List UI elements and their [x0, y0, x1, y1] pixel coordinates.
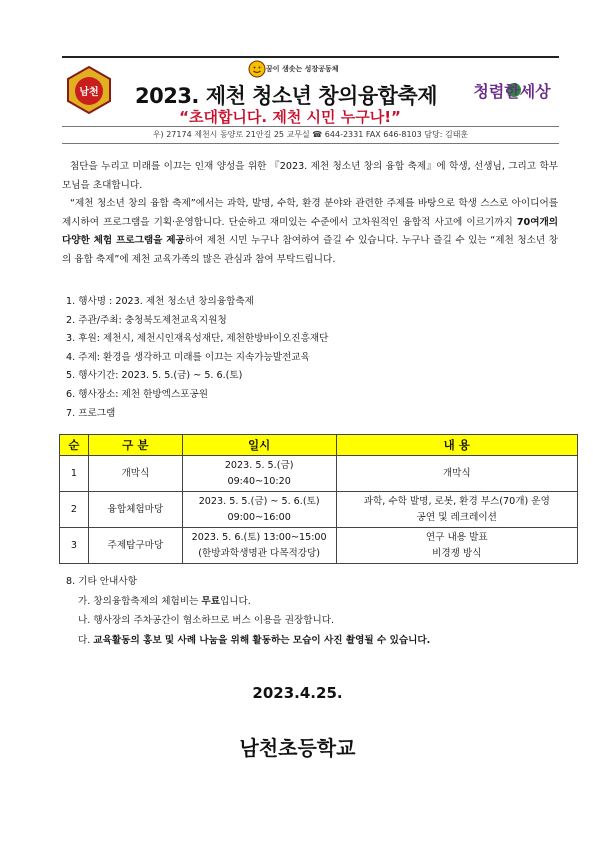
- table-row: [60, 456, 578, 492]
- document-title: 2023. 제천 청소년 창의융합축제: [134, 84, 437, 108]
- col-header-time: 일시: [182, 435, 336, 456]
- row-time: [182, 492, 336, 528]
- sponsor-item: 3. 후원: 제천시, 제천시인재육성재단, 제천한방바이오진흥재단: [66, 333, 329, 345]
- school-name: 남천초등학교: [239, 736, 356, 760]
- row-time-line2: (한방과학생명관 다목적강당): [198, 547, 321, 559]
- program-table: [59, 434, 578, 564]
- notices-heading: 8. 기타 안내사항: [66, 576, 137, 587]
- notice-photo-bold: 교육활동의 홍보 및 사례 나눔을 위해 활동하는 모습이 사진 촬영될 수 있습니다.: [93, 634, 431, 646]
- intro-p2-highlight: 70여개의 다양한 체험 프로그램을 제공: [62, 216, 558, 246]
- notice-free-post: 입니다.: [219, 595, 251, 607]
- row-content: [336, 528, 577, 564]
- notice-photo-pre: 다.: [78, 634, 94, 646]
- intro-paragraph-1: 첨단을 누리고 미래를 이끄는 인재 양성을 위한 『2023. 제천 청소년 창의 융합 축제』에 학생, 선생님, 그리고 학부모님을 초대합니다.: [62, 161, 558, 191]
- notice-free: [66, 592, 566, 612]
- row-time-line1: 2023. 5. 6.(토) 13:00~15:00: [191, 531, 327, 543]
- period-item: 5. 행사기간: 2023. 5. 5.(금) ~ 5. 6.(토): [66, 370, 243, 382]
- table-row: [60, 492, 578, 528]
- row-type: 개막식: [88, 456, 182, 492]
- row-no: 2: [60, 492, 89, 528]
- notice-photo: [66, 631, 566, 651]
- other-notices: [66, 572, 566, 650]
- row-time: [182, 528, 336, 564]
- notice-free-pre: 가. 창의융합축제의 체험비는: [78, 595, 202, 607]
- notice-parking: 나. 행사장의 주차공간이 협소하므로 버스 이용을 권장합니다.: [78, 615, 335, 626]
- row-no: 3: [60, 528, 89, 564]
- row-time: [182, 456, 336, 492]
- header-rule: [62, 56, 559, 58]
- intro-p2-part3: 하여 제천 시민 누구나 참여하여 즐길 수 있습니다. 누구나 즐길 수 있는 “제천 청소년 창의 융합 축제”에 제천 교육가족의 많은 관심과 참여 부탁드립니다.: [62, 235, 558, 265]
- row-content: [336, 456, 577, 492]
- school-emblem-icon: [64, 65, 114, 115]
- row-type: 주제탐구마당: [88, 528, 182, 564]
- row-no: 1: [60, 456, 89, 492]
- contact-address: 우) 27174 제천시 동양로 21안길 25 교무실 ☎ 644-2331 FAX 646-8103 담당: 김태훈: [62, 126, 559, 144]
- organizer-item: 2. 주관/주최: 충청북도제천교육지원청: [66, 314, 227, 326]
- row-type: 융합체험마당: [88, 492, 182, 528]
- event-name-item: 1. 행사명 : 2023. 제천 청소년 창의융합축제: [66, 296, 254, 307]
- document-subtitle: “초대합니다. 제천 시민 누구나!”: [179, 108, 401, 126]
- row-content-line2: 공연 및 레크레이션: [416, 511, 497, 523]
- row-content: [336, 492, 577, 528]
- col-header-no: 순: [60, 435, 89, 456]
- integrity-logo-text: 청렴한세상: [473, 82, 551, 101]
- row-time-line2: 09:00~16:00: [227, 511, 291, 523]
- smile-emblem-icon: [248, 60, 266, 78]
- integrity-logo-icon: [462, 70, 562, 110]
- row-content-line1: 연구 내용 발표: [425, 531, 488, 543]
- notice-free-bold: 무료: [201, 595, 220, 607]
- school-emblem-text: 남천: [79, 87, 99, 98]
- row-time-line1: 2023. 5. 5.(금): [224, 459, 294, 471]
- header-motto: 꿈이 샘솟는 성장공동체: [266, 65, 339, 73]
- row-time-line1: 2023. 5. 5.(금) ~ 5. 6.(토): [198, 495, 320, 507]
- document-date: 2023.4.25.: [252, 684, 343, 702]
- table-header-row: [60, 435, 578, 456]
- venue-item: 6. 행사장소: 제천 한방엑스포공원: [66, 388, 209, 400]
- intro-text: [62, 158, 558, 269]
- table-row: [60, 528, 578, 564]
- row-content-line1: 과학, 수학 발명, 로봇, 환경 부스(70개) 운영: [363, 495, 550, 507]
- intro-paragraph-2: [62, 195, 558, 269]
- row-content-line2: 비경쟁 방식: [432, 547, 482, 559]
- intro-p2-part1: “제천 청소년 창의 융합 축제”에서는 과학, 발명, 수학, 환경 분야와 관련한 주제를 바탕으로 학생 스스로 아이디어를 제시하여 프로그램을 기획·운영합니다. 단순하고 재미있는 수준에서 고차원적인 융합적 사고에 이르기까지: [62, 198, 558, 228]
- col-header-type: 구 분: [88, 435, 182, 456]
- theme-item: 4. 주제: 환경을 생각하고 미래를 이끄는 지속가능발전교육: [66, 351, 310, 363]
- row-time-line2: 09:40~10:20: [227, 475, 291, 487]
- program-heading: 7. 프로그램: [66, 407, 116, 419]
- row-content-line1: 개막식: [442, 467, 471, 479]
- event-info-list: [66, 293, 556, 423]
- col-header-content: 내 용: [336, 435, 577, 456]
